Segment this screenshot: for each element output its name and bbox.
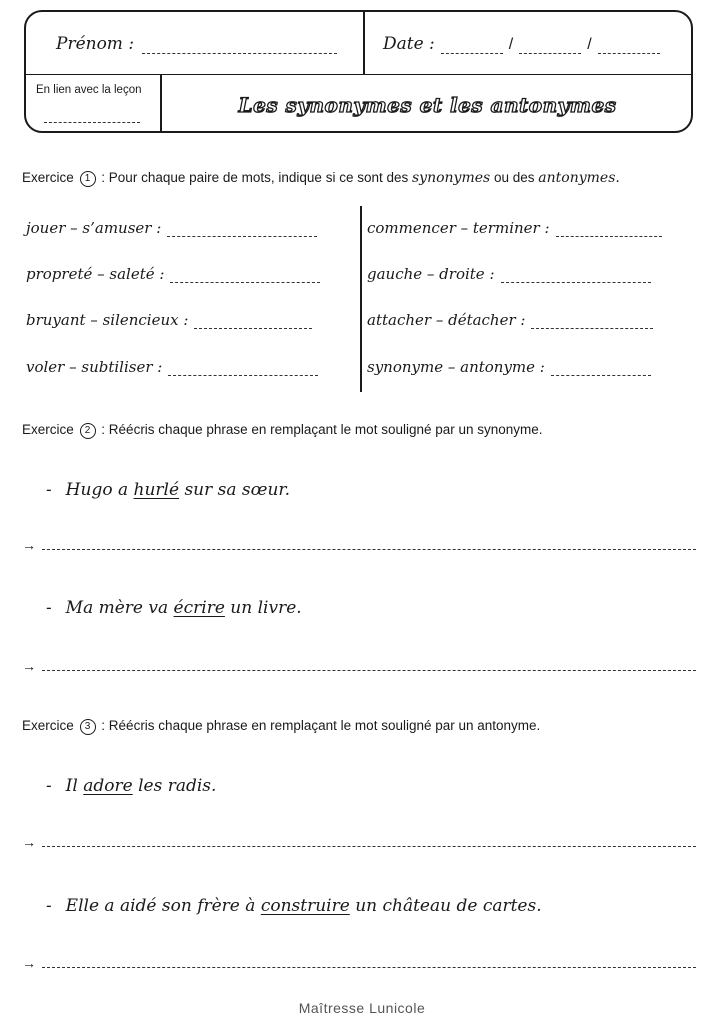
arrow-icon: → [22, 834, 36, 850]
word-pair-right-1 [367, 219, 662, 237]
sentence-text: les radis. [138, 776, 217, 796]
instruction-text: : Réécris chaque phrase en remplaçant le mot souligné par un synonyme. [101, 422, 543, 437]
footer-credit: Maîtresse Lunicole [298, 1000, 426, 1016]
sentence-item [46, 896, 542, 916]
exercise-label: Exercice [22, 170, 74, 185]
date-separator: / [508, 36, 514, 53]
answer-blank[interactable] [42, 967, 696, 968]
answer-blank[interactable] [501, 274, 651, 283]
sentence-item [46, 480, 290, 500]
word-pair-text: synonyme – antonyme : [367, 358, 545, 376]
date-day-blank[interactable] [441, 43, 503, 54]
exercise1-instruction [22, 170, 620, 187]
exercise-label: Exercice [22, 718, 74, 733]
exercise-number-badge: 2 [80, 423, 96, 439]
column-divider [360, 206, 362, 392]
answer-line[interactable] [22, 658, 696, 678]
instruction-text: ou des [493, 170, 535, 185]
exercise2-instruction [22, 422, 543, 439]
answer-blank[interactable] [167, 228, 317, 237]
exercise3-instruction [22, 718, 540, 735]
underlined-word: écrire [173, 598, 225, 618]
page-title [160, 74, 693, 133]
sentence-text: Elle a aidé son frère à [65, 896, 256, 916]
word-pair-text: jouer – s’amuser : [26, 219, 162, 237]
prenom-label: Prénom : [56, 34, 135, 54]
sentence-text: un château de cartes. [355, 896, 542, 916]
sentence-text: sur sa sœur. [184, 480, 291, 500]
header-box [24, 10, 693, 133]
arrow-icon: → [22, 658, 36, 674]
header-divider [363, 12, 365, 74]
answer-blank[interactable] [170, 274, 320, 283]
page-title-text: Les synonymes et les antonymes [238, 92, 617, 117]
answer-blank[interactable] [531, 320, 653, 329]
instruction-word: antonymes. [538, 170, 620, 186]
word-pair-right-4 [367, 358, 651, 376]
prenom-blank[interactable] [142, 43, 337, 54]
date-field[interactable] [383, 34, 666, 54]
date-month-blank[interactable] [519, 43, 581, 54]
answer-blank[interactable] [42, 846, 696, 847]
word-pair-text: bruyant – silencieux : [26, 311, 189, 329]
answer-blank[interactable] [556, 228, 662, 237]
sentence-text: Hugo a [65, 480, 129, 500]
arrow-icon: → [22, 955, 36, 971]
instruction-text: : Pour chaque paire de mots, indique si ce sont des [101, 170, 409, 185]
word-pair-left-3 [26, 311, 312, 329]
word-pair-left-4 [26, 358, 318, 376]
sentence-text: Il [65, 776, 78, 796]
date-label: Date : [383, 34, 435, 54]
word-pair-right-2 [367, 265, 651, 283]
answer-blank[interactable] [194, 320, 312, 329]
date-year-blank[interactable] [598, 43, 660, 54]
word-pair-text: commencer – terminer : [367, 219, 550, 237]
instruction-word: synonymes [412, 170, 491, 186]
word-pair-text: propreté – saleté : [26, 265, 165, 283]
answer-line[interactable] [22, 955, 696, 975]
word-pair-right-3 [367, 311, 653, 329]
sentence-item [46, 776, 216, 796]
arrow-icon: → [22, 537, 36, 553]
word-pair-text: attacher – détacher : [367, 311, 526, 329]
bullet: - [46, 896, 52, 915]
word-pair-left-2 [26, 265, 320, 283]
lecon-label: En lien avec la leçon [36, 84, 142, 96]
answer-line[interactable] [22, 537, 696, 557]
word-pair-text: voler – subtiliser : [26, 358, 163, 376]
underlined-word: construire [260, 896, 350, 916]
underlined-word: hurlé [133, 480, 180, 500]
answer-blank[interactable] [168, 367, 318, 376]
exercise-number-badge: 1 [80, 171, 96, 187]
word-pair-text: gauche – droite : [367, 265, 495, 283]
answer-blank[interactable] [42, 549, 696, 550]
date-separator: / [587, 36, 592, 53]
instruction-text: : Réécris chaque phrase en remplaçant le mot souligné par un antonyme. [101, 718, 541, 733]
answer-line[interactable] [22, 834, 696, 854]
sentence-item [46, 598, 302, 618]
bullet: - [46, 598, 52, 617]
sentence-text: Ma mère va [65, 598, 169, 618]
exercise-label: Exercice [22, 422, 74, 437]
lecon-blank[interactable] [44, 122, 140, 123]
answer-blank[interactable] [551, 367, 651, 376]
bullet: - [46, 480, 52, 499]
exercise-number-badge: 3 [80, 719, 96, 735]
prenom-field[interactable] [56, 34, 337, 54]
bullet: - [46, 776, 52, 795]
word-pair-left-1 [26, 219, 317, 237]
answer-blank[interactable] [42, 670, 696, 671]
underlined-word: adore [83, 776, 133, 796]
sentence-text: un livre. [230, 598, 302, 618]
